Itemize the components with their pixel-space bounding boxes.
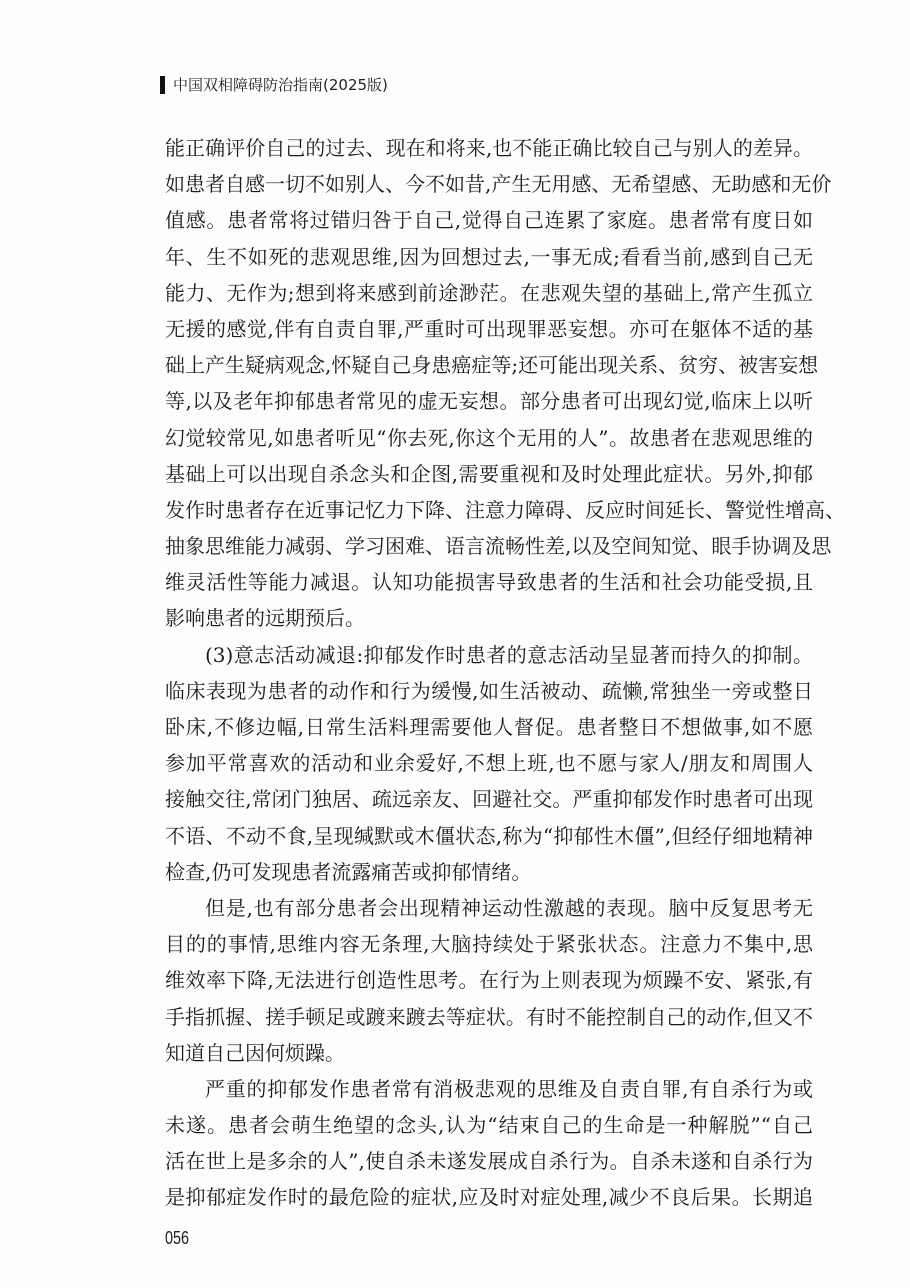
text-line: 接触交往,常闭门独居、疏远亲友、回避社交。严重抑郁发作时患者可出现 [165, 787, 813, 812]
text-line: 知道自己因何烦躁。 [165, 1040, 345, 1065]
text-line: 检查,仍可发现患者流露痛苦或抑郁情绪。 [165, 859, 532, 884]
text-line: 临床表现为患者的动作和行为缓慢,如生活被动、疏懒,常独坐一旁或整日 [165, 678, 813, 703]
text-line: 无援的感觉,伴有自责自罪,严重时可出现罪恶妄想。亦可在躯体不适的基 [165, 316, 813, 341]
text-line: 是抑郁症发作时的最危险的症状,应及时对症处理,减少不良后果。长期追 [165, 1185, 813, 1210]
text-line: 幻觉较常见,如患者听见“你去死,你这个无用的人”。故患者在悲观思维的 [165, 425, 813, 450]
text-line: 卧床,不修边幅,日常生活料理需要他人督促。患者整日不想做事,如不愿 [165, 715, 813, 739]
text-line: 如患者自感一切不如别人、今不如昔,产生无用感、无希望感、无助感和无价 [165, 172, 832, 197]
text-line: 等,以及老年抑郁患者常见的虚无妄想。部分患者可出现幻觉,临床上以听 [165, 389, 813, 414]
paragraph-first-line: 严重的抑郁发作患者常有消极悲观的思维及自责自罪,有自杀行为或 [205, 1076, 813, 1101]
text-line: 基础上可以出现自杀念头和企图,需要重视和及时处理此症状。另外,抑郁 [165, 461, 813, 486]
text-line: 目的的事情,思维内容无条理,大脑持续处于紧张状态。注意力不集中,思 [165, 932, 813, 957]
text-line: 础上产生疑病观念,怀疑自己身患癌症等;还可能出现关系、贫穷、被害妄想 [165, 353, 819, 378]
text-line: 能力、无作为;想到将来感到前途渺茫。在悲观失望的基础上,常产生孤立 [165, 280, 813, 305]
header-marker-bar [160, 76, 165, 94]
text-line: 值感。患者常将过错归咎于自己,觉得自己连累了家庭。患者常有度日如 [165, 208, 813, 233]
text-line: 抽象思维能力减弱、学习困难、语言流畅性差,以及空间知觉、眼手协调及思 [165, 534, 832, 559]
text-line: 影响患者的远期预后。 [165, 606, 365, 631]
text-line: 不语、不动不食,呈现缄默或木僵状态,称为“抑郁性木僵”,但经仔细地精神 [165, 823, 813, 848]
text-line: 年、生不如死的悲观思维,因为回想过去,一事无成;看看当前,感到自己无 [165, 244, 813, 269]
paragraph-first-line: 但是,也有部分患者会出现精神运动性激越的表现。脑中反复思考无 [205, 895, 813, 920]
book-title: 中国双相障碍防治指南(2025版) [173, 76, 388, 94]
text-line: 活在世上是多余的人”,使自杀未遂发展成自杀行为。自杀未遂和自杀行为 [165, 1149, 813, 1174]
text-line: 发作时患者存在近事记忆力下降、注意力障碍、反应时间延长、警觉性增高、 [165, 497, 845, 522]
body-text [165, 130, 845, 1216]
paragraph-first-line: (3)意志活动减退:抑郁发作时患者的意志活动呈显著而持久的抑制。 [205, 642, 813, 667]
text-line: 维效率下降,无法进行创造性思考。在行为上则表现为烦躁不安、紧张,有 [165, 968, 813, 993]
text-line: 能正确评价自己的过去、现在和将来,也不能正确比较自己与别人的差异。 [165, 136, 813, 160]
text-line: 手指抓握、搓手顿足或踱来踱去等症状。有时不能控制自己的动作,但又不 [165, 1004, 813, 1029]
text-line: 未遂。患者会萌生绝望的念头,认为“结束自己的生命是一种解脱”“自己 [165, 1113, 813, 1138]
text-line: 参加平常喜欢的活动和业余爱好,不想上班,也不愿与家人/朋友和周围人 [165, 751, 813, 776]
text-line: 维灵活性等能力减退。认知功能损害导致患者的生活和社会功能受损,且 [165, 570, 813, 595]
page-number: 056 [165, 1228, 190, 1248]
running-header [160, 74, 388, 95]
